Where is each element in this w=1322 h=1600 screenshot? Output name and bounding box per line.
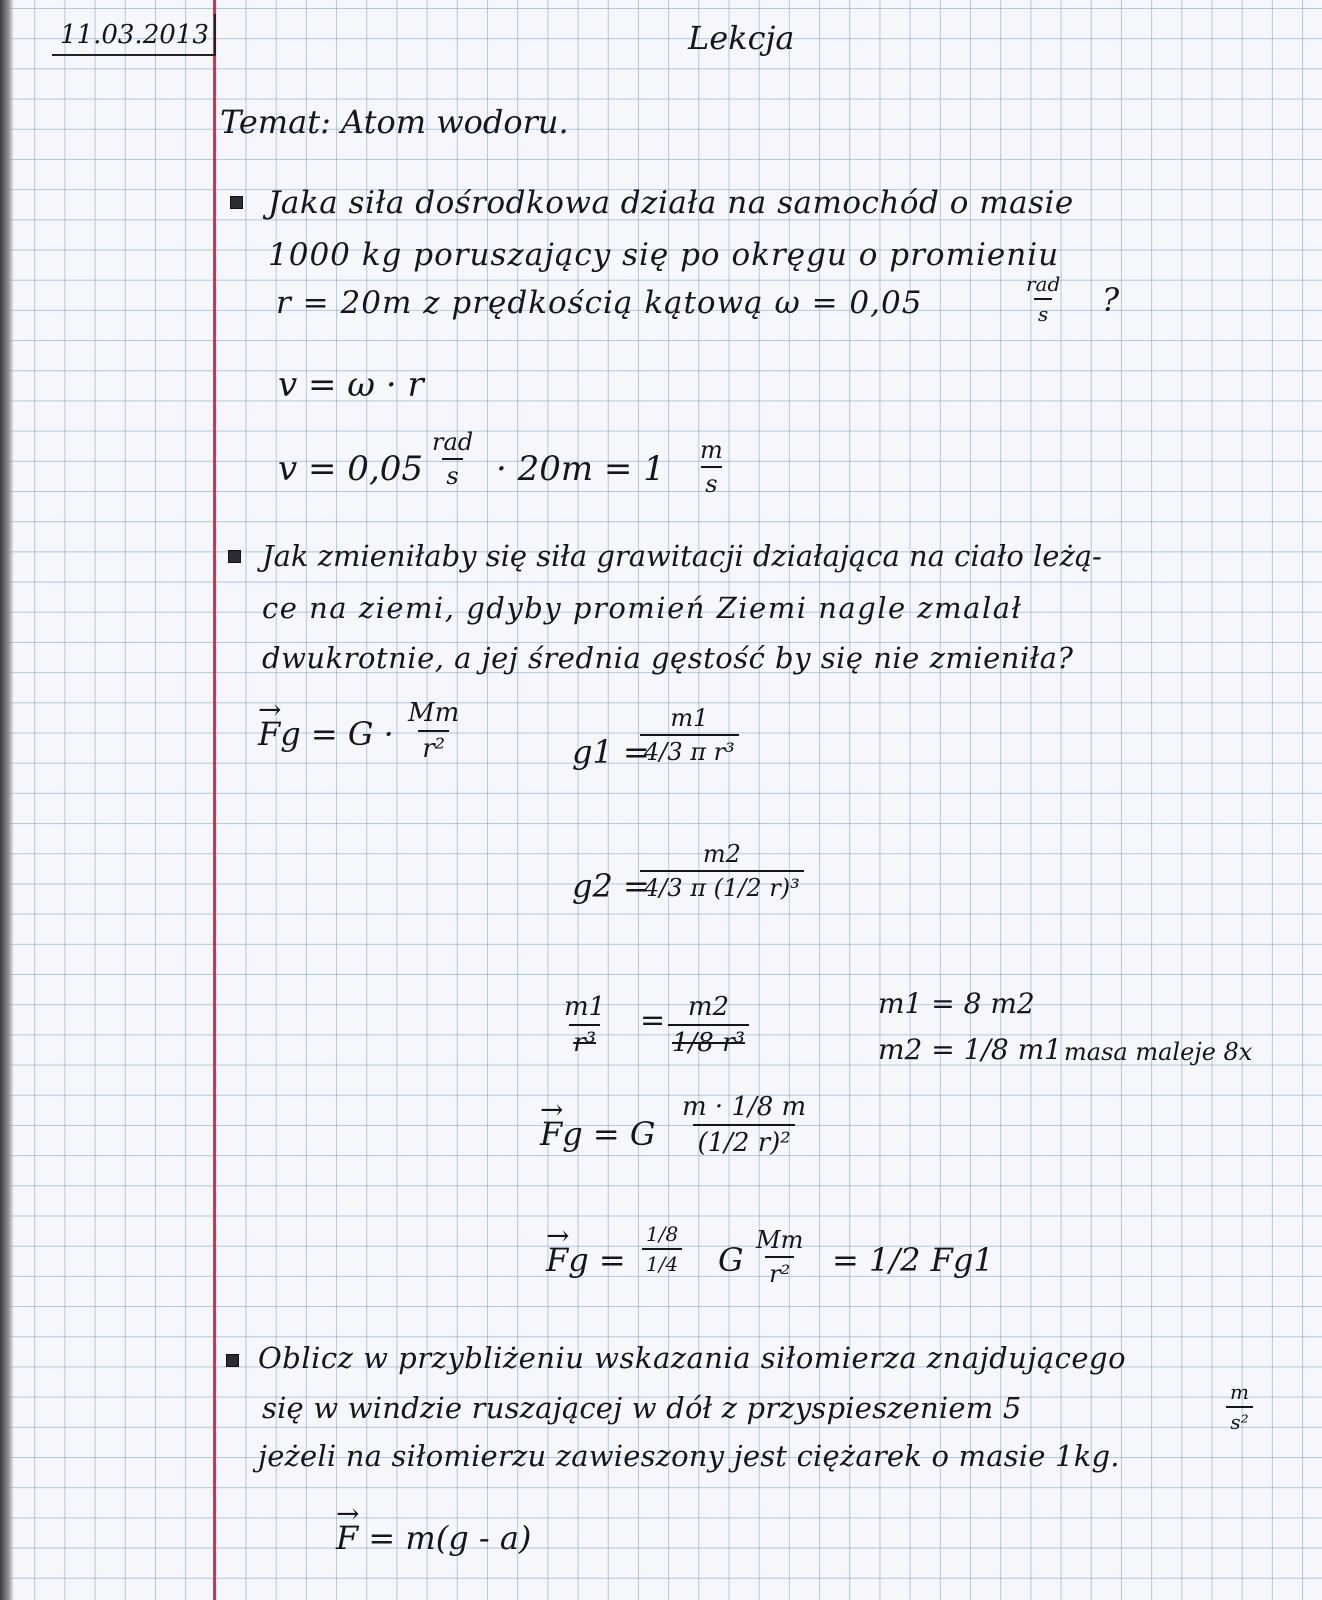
task3-acceleration-unit — [1226, 1380, 1253, 1434]
task1-line2: 1000 kg poruszający się po okręgu o promieniu — [268, 237, 1060, 273]
fraction-denominator: (1/2 r)² — [693, 1124, 794, 1158]
bullet-2 — [228, 550, 241, 563]
task1-eq2-a: v = 0,05 — [278, 449, 424, 489]
task2-line1: Jak zmieniłaby się siła grawitacji działająca na ciało leżą- — [262, 539, 1102, 573]
g1-fraction — [640, 704, 739, 766]
fraction-numerator: 1/8 — [646, 1222, 679, 1246]
fg2-fraction — [678, 1092, 810, 1158]
task1-question-mark: ? — [1102, 281, 1120, 319]
task3-line3: jeżeli na siłomierzu zawieszony jest ciężarek o masie 1kg. — [258, 1439, 1120, 1473]
task3-line1: Oblicz w przybliżeniu wskazania siłomierza znajdującego — [258, 1341, 1127, 1375]
fg3-mass-fraction — [752, 1226, 807, 1288]
fraction-numerator: m2 — [687, 992, 730, 1022]
lesson-title: Lekcja — [688, 19, 795, 57]
fraction-denominator: r² — [418, 730, 449, 764]
fraction-numerator: Mm — [408, 698, 460, 728]
bullet-1 — [230, 196, 243, 209]
fraction-denominator: s — [442, 458, 462, 490]
fraction-numerator: Mm — [756, 1226, 804, 1254]
mass-note: masa maleje 8x — [1064, 1038, 1253, 1066]
fraction-denominator: s — [1034, 298, 1052, 326]
fraction-numerator: m — [700, 436, 723, 464]
task1-eq2-result-unit — [696, 436, 727, 498]
fraction-denominator: s — [701, 466, 721, 498]
g2-fraction — [640, 840, 804, 902]
task1-unit-fraction — [1022, 272, 1064, 326]
fraction-denominator: 4/3 π r³ — [640, 734, 739, 766]
task3-equation: → F = m(g - a) — [336, 1522, 531, 1554]
fraction-numerator: m · 1/8 m — [682, 1092, 807, 1122]
fraction-numerator: m1 — [670, 704, 709, 732]
notebook-binding — [0, 0, 14, 1600]
task1-eq2-b: · 20m = 1 — [496, 449, 665, 489]
m1-relation: m1 = 8 m2 — [878, 987, 1035, 1020]
fraction-numerator: rad — [432, 428, 474, 456]
fraction-denominator: 4/3 π (1/2 r)³ — [640, 870, 804, 902]
task1-line3: r = 20m z prędkością kątową ω = 0,05 — [276, 285, 923, 321]
fraction-numerator: m2 — [702, 840, 741, 868]
m2-relation: m2 = 1/8 m1 — [878, 1033, 1062, 1066]
margin-line — [213, 0, 216, 1600]
fraction-denominator: 1/4 — [642, 1248, 682, 1276]
task1-eq1: v = ω · r — [278, 365, 424, 405]
fraction-numerator: m — [1230, 1380, 1249, 1404]
fg3-result: = 1/2 Fg1 — [832, 1241, 994, 1279]
fg-fraction — [404, 698, 463, 764]
ratio-left-fraction — [560, 992, 609, 1058]
date: 11.03.2013 — [60, 20, 209, 50]
g2-lhs: g2 = — [572, 867, 650, 905]
fg3-vector-lhs: → Fg = — [546, 1244, 626, 1276]
topic: Temat: Atom wodoru. — [220, 103, 569, 141]
bullet-3 — [226, 1354, 239, 1367]
task3-line2: się w windzie ruszającej w dół z przyspieszeniem 5 — [262, 1391, 1022, 1425]
fg2-vector-lhs: → Fg = G — [540, 1118, 655, 1150]
task2-line3: dwukrotnie, a jej średnia gęstość by się nie zmieniła? — [262, 641, 1074, 675]
fraction-denominator: r² — [765, 1256, 794, 1288]
fraction-denominator: r³ — [569, 1024, 600, 1058]
fg3-g-constant: G — [718, 1241, 744, 1279]
task2-line2: ce na ziemi, gdyby promień Ziemi nagle zmalał — [262, 591, 1023, 625]
fg3-coefficient-fraction — [642, 1222, 682, 1276]
g1-lhs: g1 = — [572, 733, 650, 771]
fraction-numerator: rad — [1026, 272, 1061, 296]
fraction-numerator: m1 — [564, 992, 606, 1022]
fraction-denominator: 1/8 r³ — [668, 1024, 749, 1058]
ratio-right-fraction — [668, 992, 749, 1058]
fraction-denominator: s² — [1226, 1406, 1252, 1434]
ratio-equals: = — [640, 1003, 666, 1038]
fg-vector-lhs: → Fg = G · — [258, 718, 394, 750]
task1-line1: Jaka siła dośrodkowa działa na samochód o masie — [268, 185, 1074, 221]
task1-eq2-unit — [428, 428, 477, 490]
